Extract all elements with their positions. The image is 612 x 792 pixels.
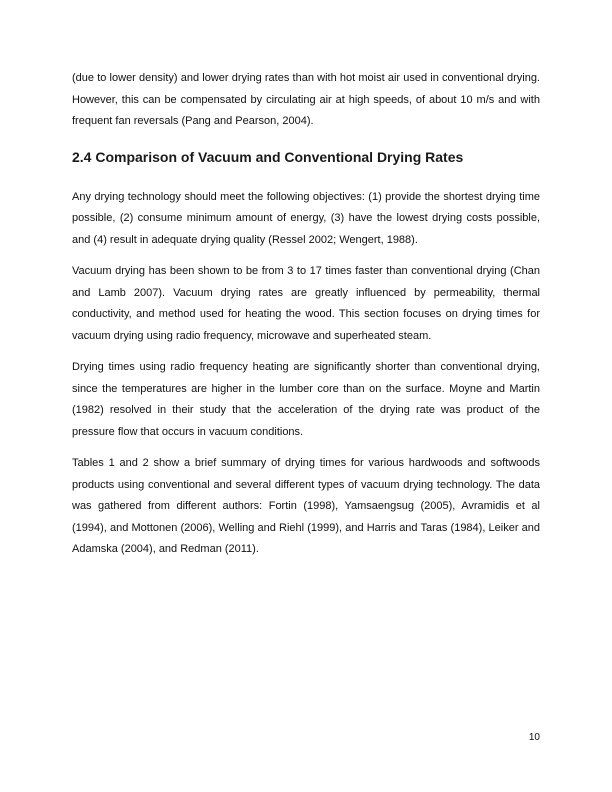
paragraph-tables-summary: Tables 1 and 2 show a brief summary of drying times for various hardwoods and softwoods products using conventional and several different types of vacuum drying technology. The data was gathered from different authors: Fortin (1998), Yamsaengsug (2005), Avramidis et al (1994), and Mottonen (2006), Welling and Riehl (1999), and Harris and Taras (1984), Leiker and Adamska (2004), and Redman (2011). bbox=[72, 457, 540, 555]
paragraph-radio-frequency: Drying times using radio frequency heating are significantly shorter than conventional drying, since the temperatures are higher in the lumber core than on the surface. Moyne and Martin (1982) resolved in their study that the acceleration of the drying rate was product of the pressure flow that occurs in vacuum conditions. bbox=[72, 361, 540, 438]
page-number: 10 bbox=[528, 732, 540, 743]
section-heading: 2.4 Comparison of Vacuum and Conventional Drying Rates bbox=[72, 148, 464, 165]
page-body bbox=[72, 68, 540, 571]
paragraph-vacuum-speed: Vacuum drying has been shown to be from 3 to 17 times faster than conventional drying (Chan and Lamb 2007). Vacuum drying rates are greatly influenced by permeability, thermal conductivity, and method used for heating the wood. This section focuses on drying times for vacuum drying using radio frequency, microwave and superheated steam. bbox=[72, 265, 540, 342]
paragraph-objectives: Any drying technology should meet the following objectives: (1) provide the shortest drying time possible, (2) consume minimum amount of energy, (3) have the lowest drying costs possible, and (4) result in adequate drying quality (Ressel 2002; Wengert, 1988). bbox=[72, 190, 540, 246]
paragraph-intro: (due to lower density) and lower drying rates than with hot moist air used in conventional drying. However, this can be compensated by circulating air at high speeds, of about 10 m/s and with frequent fan reversals (Pang and Pearson, 2004). bbox=[72, 72, 540, 127]
